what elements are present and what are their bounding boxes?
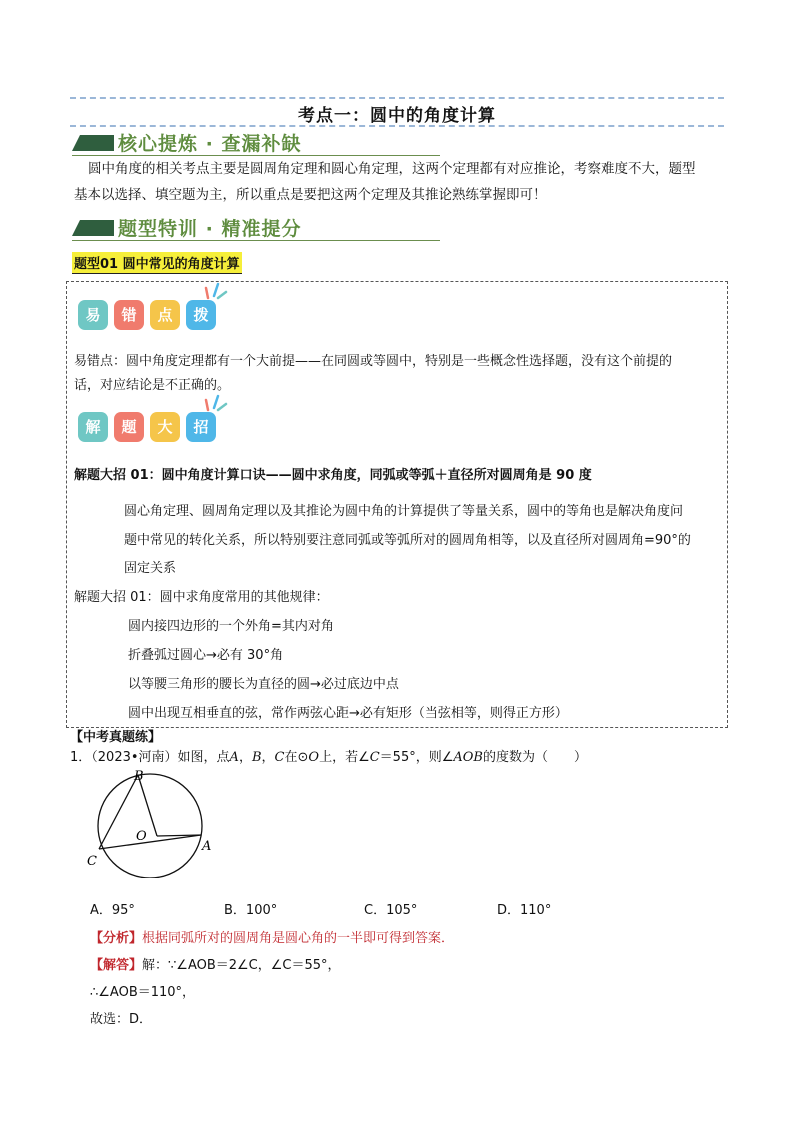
tip2-item-1: 圆内接四边形的一个外角=其内对角 [128,619,334,634]
option-c: C．105° [364,903,418,918]
circle-figure [84,766,220,878]
section-heading-core-text: 核心提炼 · 查漏补缺 [118,133,302,155]
answer-text-1: 解：∵∠AOB＝2∠C，∠C＝55°， [142,958,341,973]
tip1-line-2: 题中常见的转化关系，所以特别要注意同弧或等弧所对的圆周角相等，以及直径所对圆周角=90°的 [124,533,691,548]
question-1-stem [70,746,587,765]
section-heading-training [72,216,440,241]
section-heading-core [72,131,440,156]
sparkle-icon [204,392,228,412]
tip2-title: 解题大招 01：圆中求角度常用的其他规律： [74,590,329,605]
chord-ca [99,835,201,849]
tip2-item-3: 以等腰三角形的腰长为直径的圆→必过底边中点 [128,677,399,692]
point-a: A [229,750,239,765]
point-c: C [274,750,285,765]
stem-text: 在⊙ [284,750,309,765]
label-a: A [202,839,212,854]
section-heading-training-text: 题型特训 · 精准提分 [118,218,302,240]
analysis-text: 根据同弧所对的圆周角是圆心角的一半即可得到答案． [142,931,455,946]
pitfall-badges [78,300,228,340]
badge-3: 大 [150,412,180,442]
answer-line-3: 故选：D． [90,1012,153,1027]
option-a: A．95° [90,903,135,918]
label-o: O [136,829,147,844]
comma: ， [261,750,275,765]
answer-line-2: ∴∠AOB＝110°， [90,985,196,1000]
point-o: O [308,750,320,765]
label-c: C [87,854,97,869]
badge-4: 拨 [186,300,216,330]
badge-1: 易 [78,300,108,330]
exam-section-heading: 【中考真题练】 [70,730,162,745]
pitfall-line-1: 易错点：圆中角度定理都有一个大前提——在同圆或等圆中，特别是一些概念性选择题，没有这个前提的 [74,354,673,369]
intro-paragraph [74,156,724,208]
badge-2: 错 [114,300,144,330]
stem-text: 上，若∠ [319,750,370,765]
option-b: B．100° [224,903,278,918]
point-b: B [251,750,262,765]
tip1-line-3: 固定关系 [124,561,177,576]
badge-1: 解 [78,412,108,442]
angle-c: C [369,750,380,765]
angle-aob: AOB [453,750,483,765]
question-number: 1． [70,750,92,765]
tip1-line-1: 圆心角定理、圆周角定理以及其推论为圆中角的计算提供了等量关系，圆中的等角也是解决角度问 [124,504,684,519]
sparkle-icon [204,280,228,300]
tip2-item-2: 折叠弧过圆心→必有 30°角 [128,648,284,663]
question-source: （2023•河南）如图，点 [91,750,230,765]
comma: ， [238,750,252,765]
intro-line-1: 圆中角度的相关考点主要是圆周角定理和圆心角定理，这两个定理都有对应推论，考察难度不大，题型 [88,161,696,177]
stem-text: 的度数为（ ） [482,750,587,765]
badge-2: 题 [114,412,144,442]
circle-o [98,774,202,878]
page-title: 考点一：圆中的角度计算 [298,106,496,126]
question-type-tag: 题型01 圆中常见的角度计算 [72,252,242,274]
tip1-title: 解题大招 01：圆中角度计算口诀——圆中求角度，同弧或等弧＋直径所对圆周角是 90 度 [74,468,592,483]
badge-3: 点 [150,300,180,330]
tips-badges [78,412,228,452]
pitfall-line-2: 话，对应结论是不正确的。 [74,378,231,393]
answer-tag: 【解答】 [90,958,143,973]
option-d: D．110° [497,903,552,918]
header-rule-top [70,97,724,99]
label-b: B [134,769,144,784]
intro-line-2: 基本以选择、填空题为主，所以重点是要把这两个定理及其推论熟练掌握即可！ [74,187,547,203]
chord-bc [99,775,138,849]
analysis-line [90,927,454,946]
tip2-item-4: 圆中出现互相垂直的弦，常作两弦心距→必有矩形（当弦相等，则得正方形） [128,706,568,721]
analysis-tag: 【分析】 [90,931,143,946]
stem-text: ＝55°，则∠ [379,750,454,765]
answer-line-1 [90,954,341,973]
header-rule-bottom [70,125,724,127]
badge-4: 招 [186,412,216,442]
radius-ob [138,775,157,836]
